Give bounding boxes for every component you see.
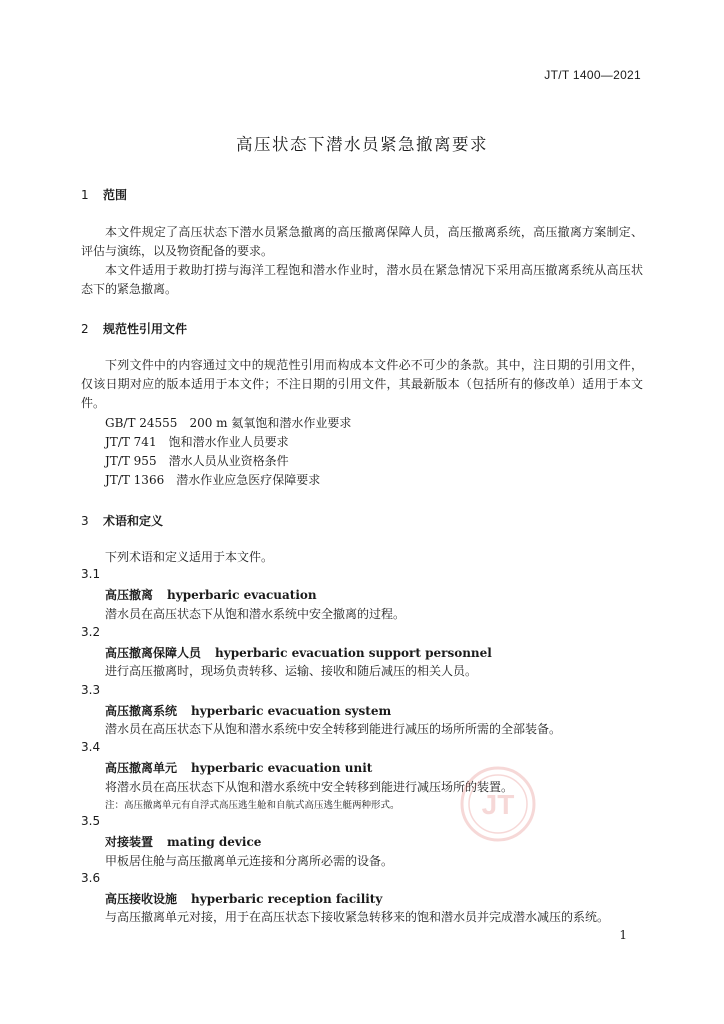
term-english: hyperbaric evacuation support personnel <box>215 646 492 660</box>
term-heading <box>105 833 261 850</box>
reference-item: JT/T 1366 潜水作业应急医疗保障要求 <box>105 473 321 487</box>
normative-references-paragraph: 下列文件中的内容通过文中的规范性引用而构成本文件必不可少的条款。其中，注日期的引用文件，仅该日期对应的版本适用于本文件；不注日期的引用文件，其最新版本（包括所有的修改单）适用于本文件。 <box>81 358 643 410</box>
section-title: 范围 <box>103 188 128 202</box>
terms-intro: 下列术语和定义适用于本文件。 <box>105 550 274 564</box>
term-english: hyperbaric evacuation <box>167 588 317 602</box>
section-1-heading <box>81 186 127 203</box>
term-chinese: 高压撤离单元 <box>105 761 178 775</box>
term-number: 3.3 <box>81 683 101 697</box>
term-definition: 将潜水员在高压状态下从饱和潜水系统中安全转移到能进行减压场所的装置。 <box>105 780 514 794</box>
scope-paragraph-2: 本文件适用于救助打捞与海洋工程饱和潜水作业时，潜水员在紧急情况下采用高压撤离系统从高压状态下的紧急撤离。 <box>81 263 643 296</box>
term-definition: 潜水员在高压状态下从饱和潜水系统中安全转移到能进行减压的场所所需的全部装备。 <box>105 722 562 736</box>
term-english: hyperbaric evacuation unit <box>191 761 373 775</box>
term-english: mating device <box>167 835 262 849</box>
term-definition: 进行高压撤离时，现场负责转移、运输、接收和随后减压的相关人员。 <box>105 664 478 678</box>
section-2-heading <box>81 320 187 337</box>
term-chinese: 高压撤离系统 <box>105 704 178 718</box>
term-heading <box>105 586 317 603</box>
term-heading <box>105 759 372 776</box>
section-title: 术语和定义 <box>103 514 164 528</box>
document-title: 高压状态下潜水员紧急撤离要求 <box>236 135 488 154</box>
term-chinese: 对接装置 <box>105 835 154 849</box>
term-number: 3.6 <box>81 871 101 885</box>
term-number: 3.1 <box>81 567 101 581</box>
watermark-text: JT <box>481 789 515 820</box>
term-chinese: 高压撤离保障人员 <box>105 646 202 660</box>
section-title: 规范性引用文件 <box>103 322 188 336</box>
term-chinese: 高压撤离 <box>105 588 154 602</box>
term-number: 3.5 <box>81 814 101 828</box>
section-3-heading <box>81 512 163 529</box>
term-heading <box>105 702 391 719</box>
term-number: 3.2 <box>81 625 101 639</box>
term-english: hyperbaric reception facility <box>191 892 383 906</box>
term-heading <box>105 890 382 907</box>
scope-paragraph-1: 本文件规定了高压状态下潜水员紧急撤离的高压撤离保障人员，高压撤离系统，高压撤离方案制定、评估与演练，以及物资配备的要求。 <box>81 225 643 258</box>
reference-item: JT/T 955 潜水人员从业资格条件 <box>105 454 289 468</box>
term-chinese: 高压接收设施 <box>105 892 178 906</box>
section-number: 3 <box>81 514 89 528</box>
section-number: 1 <box>81 188 89 202</box>
term-definition: 与高压撤离单元对接，用于在高压状态下接收紧急转移来的饱和潜水员并完成潜水减压的系统。 <box>105 910 610 924</box>
term-number: 3.4 <box>81 740 101 754</box>
standard-code: JT/T 1400—2021 <box>544 68 641 82</box>
section-number: 2 <box>81 322 89 336</box>
term-english: hyperbaric evacuation system <box>191 704 392 718</box>
term-definition: 甲板居住舱与高压撤离单元连接和分离所必需的设备。 <box>105 854 394 868</box>
term-definition: 潜水员在高压状态下从饱和潜水系统中安全撤离的过程。 <box>105 607 406 621</box>
term-heading <box>105 644 492 661</box>
reference-item: JT/T 741 饱和潜水作业人员要求 <box>105 435 289 449</box>
reference-item: GB/T 24555 200 m 氦氧饱和潜水作业要求 <box>105 416 352 430</box>
page-number: 1 <box>619 928 627 942</box>
term-note: 注：高压撤离单元有自浮式高压逃生舱和自航式高压逃生艇两种形式。 <box>105 800 400 811</box>
watermark-logo <box>458 764 538 844</box>
